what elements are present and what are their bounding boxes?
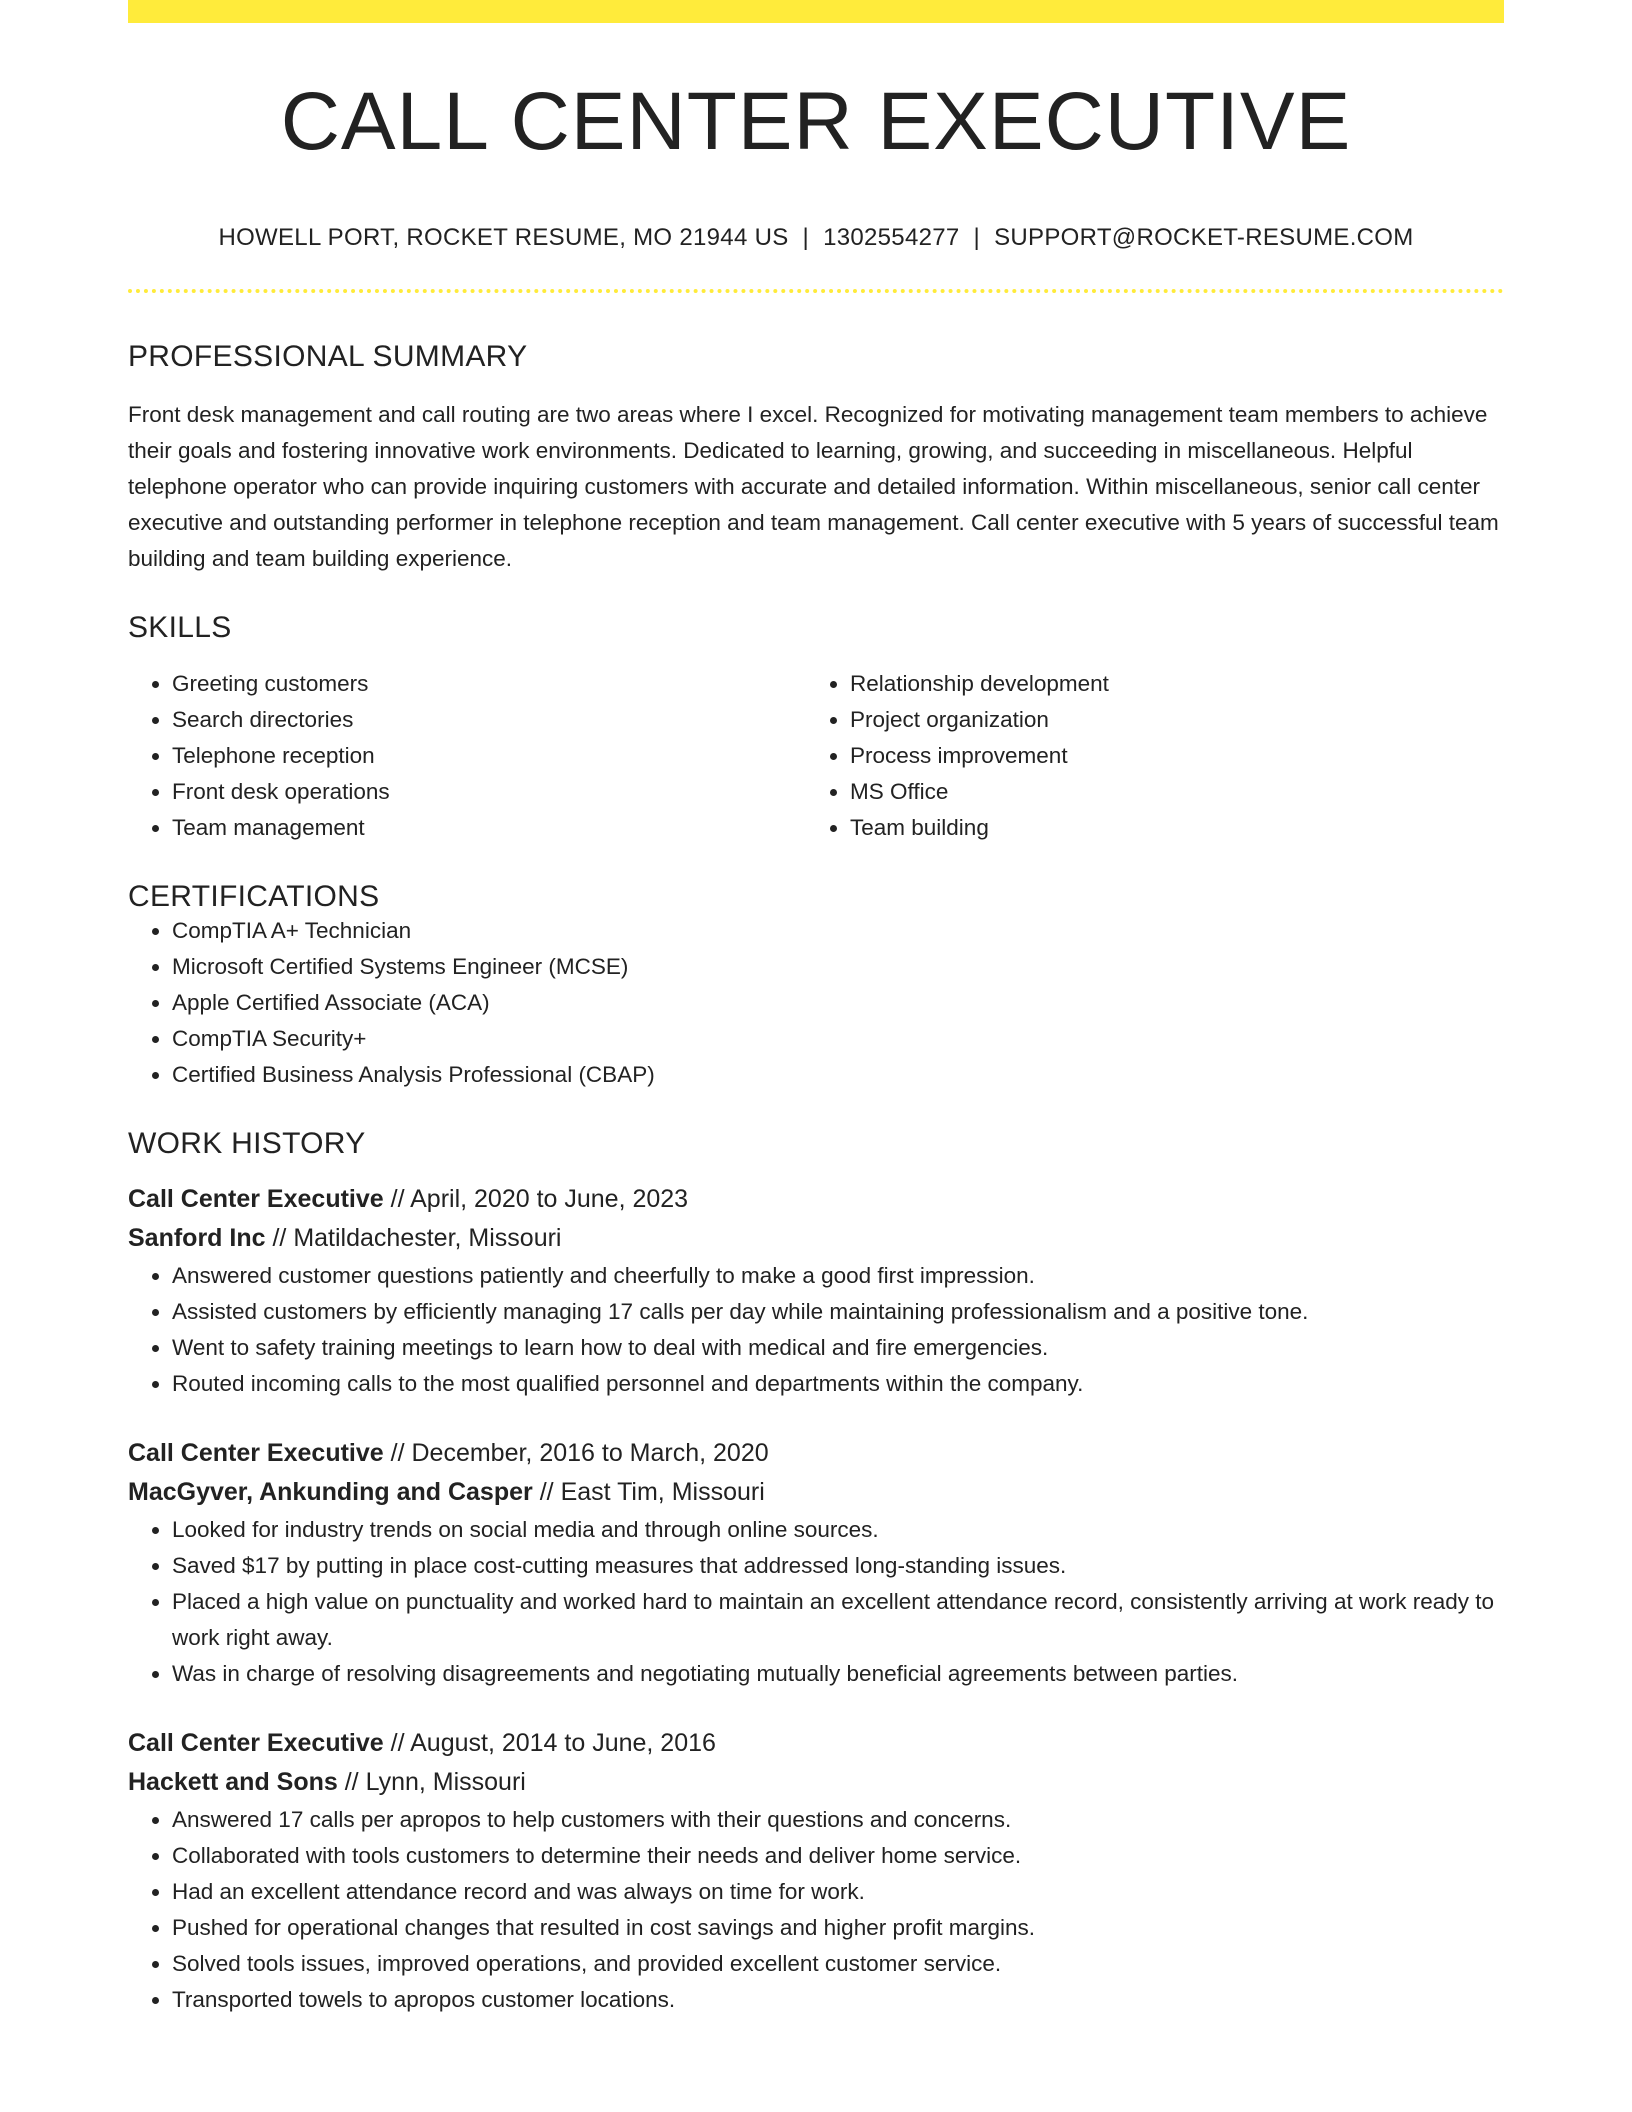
job-role: Call Center Executive [128, 1439, 384, 1468]
job-bullets [128, 1258, 1504, 1402]
job-company-line [128, 1473, 1504, 1512]
certification-item: • Apple Certified Associate (ACA) [172, 985, 1504, 1021]
job-dates: December, 2016 to March, 2020 [411, 1439, 769, 1468]
job-bullet: • Solved tools issues, improved operations, and provided excellent customer service. [172, 1946, 1504, 1982]
job-bullet: • Placed a high value on punctuality and worked hard to maintain an excellent attendance record, consistently arriving at work ready to work right away. [172, 1584, 1504, 1656]
job-divider: // [390, 1185, 405, 1214]
job-company: Sanford Inc [128, 1224, 266, 1253]
header-divider [128, 289, 1504, 293]
skills-grid [128, 666, 1504, 846]
job-company-line [128, 1219, 1504, 1258]
job-entry [128, 1724, 1504, 2018]
work-history-heading: WORK HISTORY [128, 1127, 366, 1161]
job-bullet: • Assisted customers by efficiently managing 17 calls per day while maintaining professionalism and a positive tone. [172, 1294, 1504, 1330]
skills-column-left [128, 666, 806, 846]
job-bullets [128, 1512, 1504, 1692]
job-role: Call Center Executive [128, 1729, 384, 1758]
job-title-line [128, 1434, 1504, 1473]
job-company: MacGyver, Ankunding and Casper [128, 1478, 533, 1507]
certifications-heading: CERTIFICATIONS [128, 880, 380, 914]
job-bullet: • Was in charge of resolving disagreements and negotiating mutually beneficial agreements between parties. [172, 1656, 1504, 1692]
job-bullet: • Saved $17 by putting in place cost-cutting measures that addressed long-standing issues. [172, 1548, 1504, 1584]
skill-item: • Project organization [850, 702, 1484, 738]
skill-item: • Search directories [172, 702, 806, 738]
job-entry [128, 1180, 1504, 1402]
contact-separator: | [973, 224, 981, 251]
skill-item: • Team management [172, 810, 806, 846]
job-bullet: • Collaborated with tools customers to determine their needs and deliver home service. [172, 1838, 1504, 1874]
job-bullet: • Routed incoming calls to the most qualified personnel and departments within the company. [172, 1366, 1504, 1402]
skills-heading: SKILLS [128, 611, 232, 645]
certification-item: • Microsoft Certified Systems Engineer (MCSE) [172, 949, 1504, 985]
job-divider: // [344, 1768, 359, 1797]
certifications-list [128, 913, 1504, 1093]
certification-item: • Certified Business Analysis Professional (CBAP) [172, 1057, 1504, 1093]
job-bullet: • Pushed for operational changes that resulted in cost savings and higher profit margins. [172, 1910, 1504, 1946]
job-divider: // [390, 1439, 405, 1468]
job-bullet: • Answered 17 calls per apropos to help customers with their questions and concerns. [172, 1802, 1504, 1838]
skills-list-left [128, 666, 806, 846]
contact-separator: | [802, 224, 810, 251]
job-role: Call Center Executive [128, 1185, 384, 1214]
skill-item: • Process improvement [850, 738, 1484, 774]
job-bullet: • Answered customer questions patiently and cheerfully to make a good first impression. [172, 1258, 1504, 1294]
job-title-line [128, 1180, 1504, 1219]
accent-top-bar [128, 0, 1504, 23]
resume-page [128, 0, 1504, 2018]
job-bullet: • Had an excellent attendance record and was always on time for work. [172, 1874, 1504, 1910]
contact-address: HOWELL PORT, ROCKET RESUME, MO 21944 US [218, 224, 789, 251]
certification-item: • CompTIA A+ Technician [172, 913, 1504, 949]
skill-item: • Relationship development [850, 666, 1484, 702]
job-location: East Tim, Missouri [560, 1478, 765, 1507]
job-dates: April, 2020 to June, 2023 [410, 1185, 689, 1214]
contact-email[interactable]: SUPPORT@ROCKET-RESUME.COM [994, 224, 1414, 251]
job-bullets [128, 1802, 1504, 2018]
certification-item: • CompTIA Security+ [172, 1021, 1504, 1057]
job-divider: // [539, 1478, 554, 1507]
job-company: Hackett and Sons [128, 1768, 338, 1797]
job-bullet: • Transported towels to apropos customer locations. [172, 1982, 1504, 2018]
skill-item: • Team building [850, 810, 1484, 846]
skills-column-right [806, 666, 1484, 846]
skill-item: • Telephone reception [172, 738, 806, 774]
job-dates: August, 2014 to June, 2016 [410, 1729, 716, 1758]
job-bullet: • Looked for industry trends on social media and through online sources. [172, 1512, 1504, 1548]
job-title-line [128, 1724, 1504, 1763]
summary-text: Front desk management and call routing are two areas where I excel. Recognized for motivating management team members to achieve their goals and fostering innovative work environments. Dedicated to learning, growing, and succeeding in miscellaneous. Helpful telephone operator who can provide inquiring customers with accurate and detailed information. Within miscellaneous, senior call center executive and outstanding performer in telephone reception and team management. Call center executive with 5 years of successful team building and team building experience. [128, 402, 1499, 572]
skill-item: • Greeting customers [172, 666, 806, 702]
skills-list-right [806, 666, 1484, 846]
job-company-line [128, 1763, 1504, 1802]
skill-item: • Front desk operations [172, 774, 806, 810]
job-bullet: • Went to safety training meetings to learn how to deal with medical and fire emergencies. [172, 1330, 1504, 1366]
job-divider: // [390, 1729, 405, 1758]
job-divider: // [272, 1224, 287, 1253]
contact-line [128, 225, 1504, 251]
resume-name: CALL CENTER EXECUTIVE [280, 76, 1352, 167]
job-entry [128, 1434, 1504, 1692]
summary-heading: PROFESSIONAL SUMMARY [128, 340, 528, 374]
contact-phone[interactable]: 1302554277 [823, 224, 960, 251]
skill-item: • MS Office [850, 774, 1484, 810]
job-location: Matildachester, Missouri [293, 1224, 562, 1253]
job-location: Lynn, Missouri [365, 1768, 526, 1797]
